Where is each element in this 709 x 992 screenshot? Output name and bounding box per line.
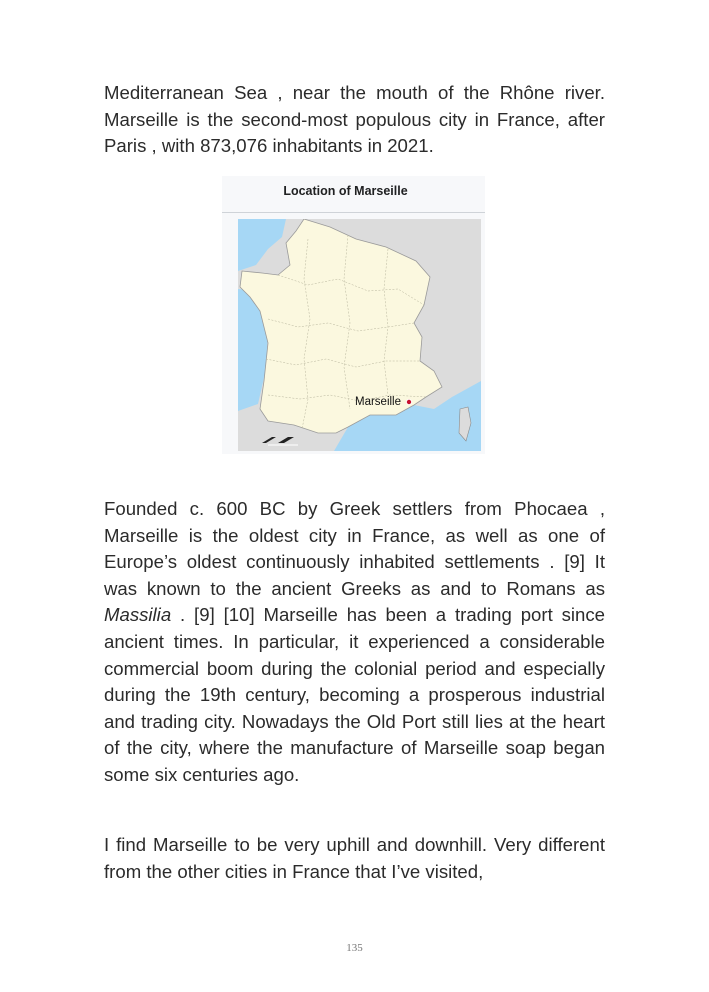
- location-map-figure: [222, 176, 485, 454]
- paragraph-impression: I find Marseille to be very uphill and downhill. Very different from the other cities in France that I’ve visited,: [104, 834, 605, 882]
- figure-title: Location of Marseille: [283, 184, 408, 198]
- marseille-label: Marseille: [355, 396, 402, 408]
- marseille-marker: [406, 399, 411, 404]
- france-location-map: [238, 219, 481, 451]
- page-number: 135: [346, 942, 363, 954]
- figure-header: [222, 176, 485, 213]
- paragraph-history: [104, 496, 605, 789]
- history-text-part-2: . [9] [10] Marseille has been a trading port since ancient times. In particular, it experienced a considerable commercial boom during the colonial period and especially during the 19th century, becoming a prosperous industrial and trading city. Nowadays the Old Port still lies at the heart of the city, where the manufacture of Marseille soap began some six centuries ago.: [104, 604, 605, 785]
- latin-name: Massilia: [104, 604, 172, 626]
- paragraph-intro: Mediterranean Sea , near the mouth of the Rhône river. Marseille is the second-most populous city in France, after Paris , with 873,076 inhabitants in 2021.: [104, 82, 605, 157]
- history-text-part-1: Founded c. 600 BC by Greek settlers from Phocaea , Marseille is the oldest city in France, as well as one of Europe’s oldest continuously inhabited settlements . [9] It was known to the ancient Greeks as and to Romans as: [104, 498, 605, 599]
